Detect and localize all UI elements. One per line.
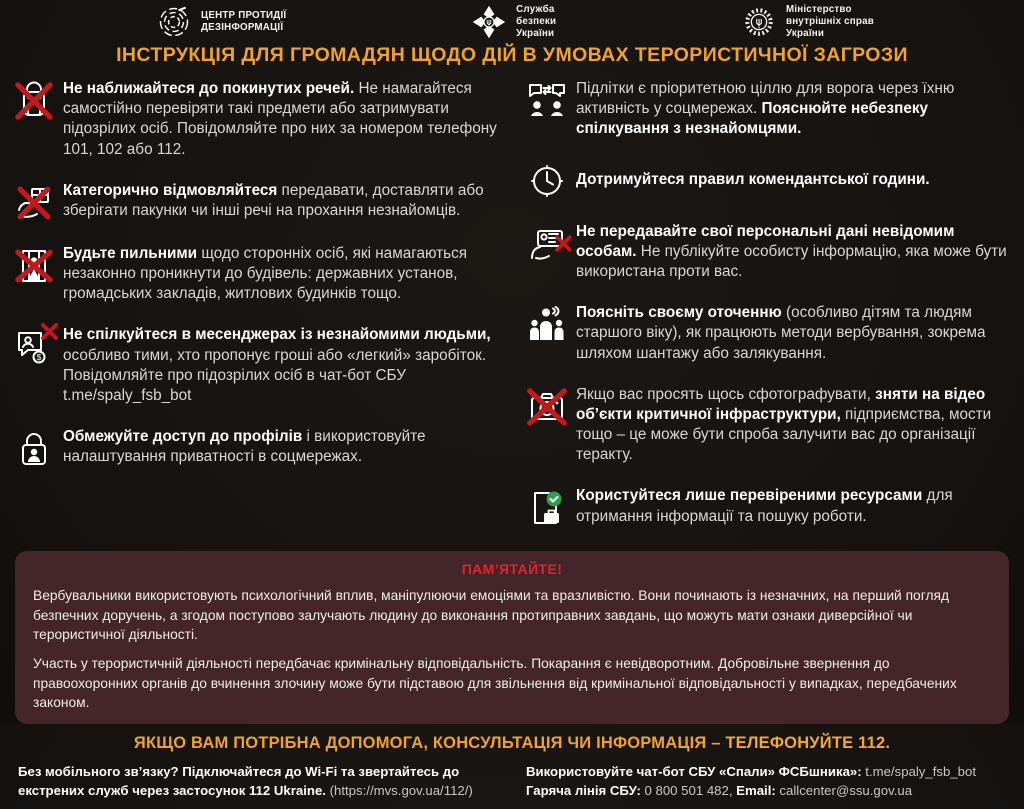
instruction-teens-priority-target [527, 79, 1010, 140]
logo-security-service-ukraine [471, 4, 556, 40]
remember-box [15, 551, 1009, 724]
instruction-refuse-packages [14, 181, 497, 223]
logo-center-counter-disinformation [156, 4, 286, 40]
mvs-logo-icon [741, 4, 777, 40]
instruction-text: Будьте пильними щодо сторонніх осіб, які намагаються незаконно проникнути до будівель: державних установ, громадських закладів, житлових будинків тощо. [63, 244, 468, 303]
instruction-personal-data [527, 222, 1010, 283]
intruder-window-prohibited-icon [14, 246, 54, 286]
instruction-text: Користуйтеся лише перевіреними ресурсами для отримання інформації та пошуку роботи. [576, 487, 953, 525]
remember-title: ПАМ’ЯТАЙТЕ! [461, 561, 563, 578]
backpack-prohibited-icon [14, 81, 54, 121]
instruction-verified-resources [527, 486, 1010, 528]
teens-social-chat-icon [527, 81, 567, 121]
logo-ministry-internal-affairs [741, 4, 874, 40]
instruction-text: Не спілкуйтеся в месенджерах із незнайомими людьми, особливо тими, хто пропонує гроші або «легкий» заробіток. Повідомляйте про підозрілих осіб в чат-бот СБУ t.me/spaly_fsb_bot [63, 326, 491, 404]
right-column [527, 79, 1010, 549]
svg-text:$: $ [36, 352, 42, 363]
instruction-text: Не передавайте свої персональні дані невідомим особам. Не публікуйте особисту інформацію, яка може бути використана проти вас. [576, 222, 1007, 280]
sbu-logo-icon [471, 4, 507, 40]
footer-hotline-line: Гаряча лінія СБУ: 0 800 501 482, Email: callcenter@ssu.gov.ua [526, 783, 913, 799]
messenger-stranger-prohibited-icon [14, 327, 54, 367]
instruction-curfew [527, 161, 1010, 201]
mvs-logo-label: Міністерство внутрішніх справ України [785, 4, 874, 39]
remember-paragraph-1: Вербувальники використовують психологічний вплив, маніпулюючи емоціями та вразливістю. Вони починають із незначних, на перший погляд безпечних доручень, а згодом поступово залучають людину до виконання протиправних завдань, що можуть мати ознаки диверсійної чи терористичної діяльності. [33, 588, 950, 643]
profile-lock-icon [14, 429, 54, 469]
explain-family-icon [527, 305, 567, 345]
instruction-abandoned-items [14, 79, 497, 160]
instruction-text: Поясніть своєму оточенню (особливо дітям та людям старшого віку), як працюють методи вербування, зокрема шляхом шантажу або залякування. [576, 304, 986, 362]
camera-prohibited-icon [527, 387, 567, 427]
remember-paragraph-2: Участь у терористичній діяльності передбачає кримінальну відповідальність. Покарання є невідворотним. Добровільне звернення до правоохоронних органів до вчинення злочину може бути підставою для звільнення від кримінальної відповідальності у випадках, передбачених законом. [33, 656, 957, 710]
instructions [0, 77, 1024, 549]
verified-resources-icon [527, 488, 567, 528]
hand-package-prohibited-icon [14, 183, 54, 223]
page-title: ІНСТРУКЦІЯ ДЛЯ ГРОМАДЯН ЩОДО ДІЙ В УМОВАХ ТЕРОРИСТИЧНОЇ ЗАГРОЗИ [116, 44, 908, 66]
instruction-no-photo-infrastructure [527, 385, 1010, 466]
curfew-clock-icon [527, 161, 567, 201]
help-line: ЯКЩО ВАМ ПОТРІБНА ДОПОМОГА, КОНСУЛЬТАЦІЯ ЧИ ІНФОРМАЦІЯ – ТЕЛЕФОНУЙТЕ 112. [133, 734, 891, 753]
personal-data-prohibited-icon [527, 224, 567, 264]
header [0, 0, 1024, 40]
instruction-explain-recruitment [527, 303, 1010, 364]
footer [0, 763, 1024, 808]
footer-chatbot-line: Використовуйте чат-бот СБУ «Спали» ФСБшника»: t.me/spaly_fsb_bot [526, 764, 976, 780]
instruction-text: Якщо вас просять щось сфотографувати, зняти на відео об’єкти критичної інфраструктури, підприємства, мости тощо – це може бути спроба залучити вас до організації теракту. [576, 385, 992, 464]
cpd-logo-label: ЦЕНТР ПРОТИДІЇ ДЕЗІНФОРМАЦІЇ [201, 10, 287, 33]
instruction-text: Дотримуйтеся правил комендантської години. [576, 171, 930, 189]
instruction-no-messenger-strangers [14, 325, 497, 406]
instruction-text: Підлітки є пріоритетною ціллю для ворога через їхню активність у соцмережах. Пояснюйте небезпеку спілкування з незнайомцями. [576, 80, 955, 138]
instruction-be-vigilant-intruders [14, 244, 497, 305]
cpd-logo-icon [156, 4, 192, 40]
instruction-text: Категорично відмовляйтеся передавати, доставляти або зберігати пакунки чи інші речі на прохання незнайомців. [63, 181, 484, 219]
instruction-text: Обмежуйте доступ до профілів і використовуйте налаштування приватності в соцмережах. [63, 428, 426, 466]
instruction-text: Не наближайтеся до покинутих речей. Не намагайтеся самостійно перевіряти такі предмети або затримувати підозрілих осіб. Повідомляйте про них за номером телефону 101, 102 або 112. [63, 80, 497, 158]
footer-right-contacts [526, 763, 1006, 800]
footer-left-wifi-info: Без мобільного зв’язку? Підключайтеся до Wi-Fi та звертайтесь до екстрених служб через застосунок 112 Ukraine. (https://mvs.gov.ua/112/) [18, 764, 473, 799]
sbu-logo-label: Служба безпеки України [516, 4, 557, 39]
instruction-limit-profile-access [14, 427, 497, 469]
left-column [14, 79, 497, 549]
